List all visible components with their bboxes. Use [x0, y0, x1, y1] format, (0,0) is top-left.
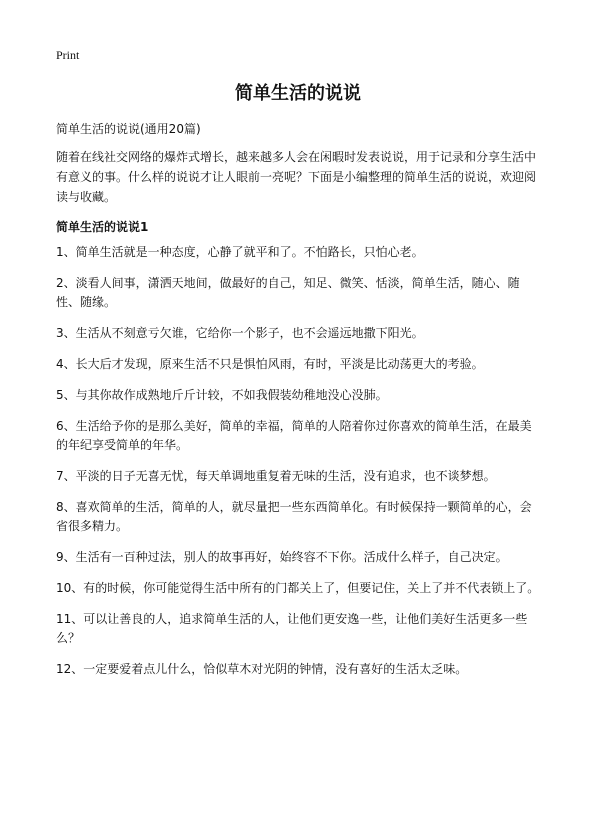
list-item: 3、生活从不刻意亏欠谁，它给你一个影子，也不会遥远地撒下阳光。: [56, 326, 424, 340]
list-item: 2、淡看人间事，潇洒天地间，做最好的自己，知足、微笑、恬淡，简单生活，随心、随性、随缘。: [56, 276, 520, 309]
list-item: 8、喜欢简单的生活，简单的人，就尽量把一些东西简单化。有时候保持一颗简单的心，会省很多精力。: [56, 500, 532, 533]
item-list: [56, 243, 540, 679]
list-item: 10、有的时候，你可能觉得生活中所有的门都关上了，但要记住，关上了并不代表锁上了。: [56, 581, 540, 595]
section-heading: 简单生活的说说1: [56, 220, 149, 234]
document-subtitle: 简单生活的说说(通用20篇): [56, 122, 201, 136]
list-item: 7、平淡的日子无喜无忧，每天单调地重复着无味的生活，没有追求，也不谈梦想。: [56, 469, 496, 483]
page-title: 简单生活的说说: [235, 83, 361, 104]
list-item: 5、与其你故作成熟地斤斤计较，不如我假装幼稚地没心没肺。: [56, 388, 388, 402]
print-link[interactable]: Print: [56, 48, 80, 62]
list-item: 11、可以让善良的人，追求简单生活的人，让他们更安逸一些，让他们美好生活更多一些么？: [56, 612, 528, 645]
list-item: 1、简单生活就是一种态度，心静了就平和了。不怕路长，只怕心老。: [56, 245, 424, 259]
intro-paragraph: 随着在线社交网络的爆炸式增长，越来越多人会在闲暇时发表说说，用于记录和分享生活中有意义的事。什么样的说说才让人眼前一亮呢？下面是小编整理的简单生活的说说，欢迎阅读与收藏。: [56, 150, 537, 204]
list-item: 6、生活给予你的是那么美好，简单的幸福，简单的人陪着你过你喜欢的简单生活，在最美的年纪享受简单的年华。: [56, 419, 532, 452]
list-item: 12、一定要爱着点儿什么，恰似草木对光阴的钟情，没有喜好的生活太乏味。: [56, 662, 468, 676]
list-item: 4、长大后才发现，原来生活不只是惧怕风雨，有时，平淡是比动荡更大的考验。: [56, 357, 484, 371]
list-item: 9、生活有一百种过法，别人的故事再好，始终容不下你。活成什么样子，自己决定。: [56, 550, 508, 564]
